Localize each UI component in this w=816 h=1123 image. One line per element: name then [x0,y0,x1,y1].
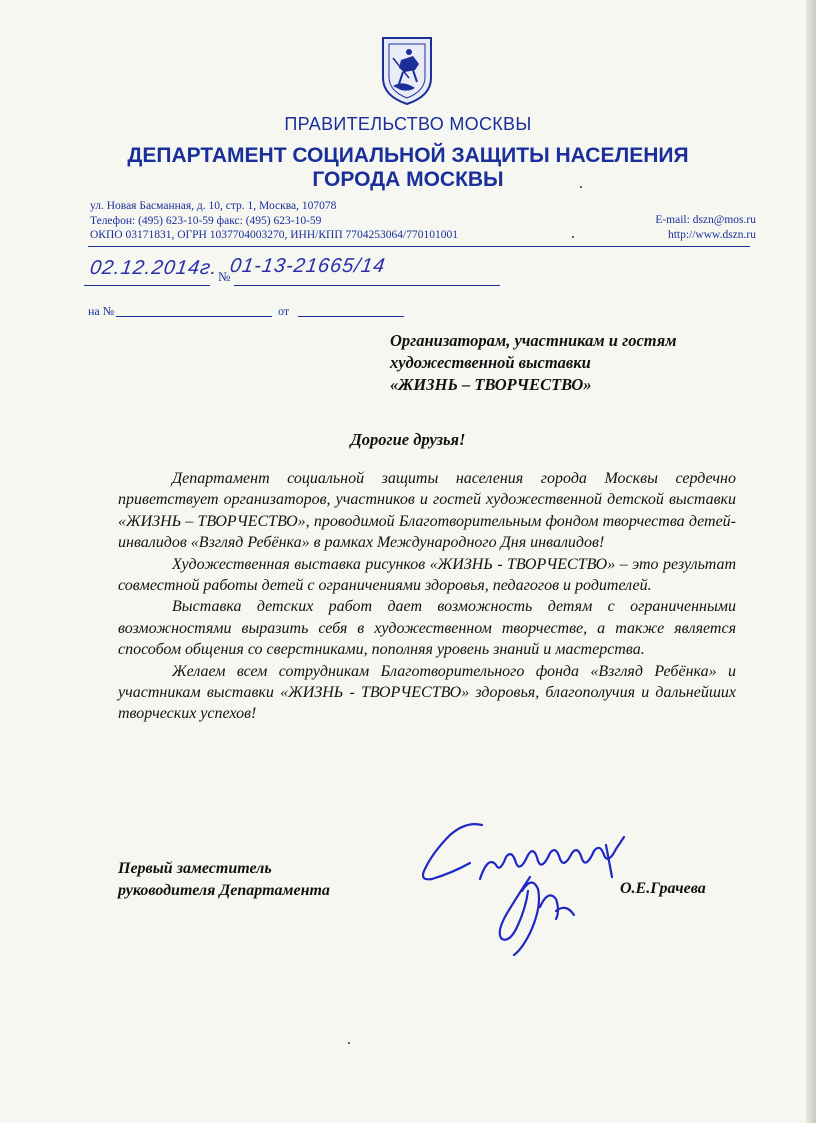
paragraph: Департамент социальной защиты населения города Москвы сердечно приветствует организаторов, участников и гостей художественной детской выставки «ЖИЗНЬ – ТВОРЧЕСТВО», проводимой Благотворительным фондом творчества детей-инвалидов «Взгляд Ребёнка» в рамках Международного Дня инвалидов! [118,470,736,552]
registry-text: ОКПО 03171831, ОГРН 1037704003270, ИНН/КПП 7704253064/770101001 [90,229,458,241]
on-number-blank [116,316,272,317]
addressee-block [390,330,677,396]
from-blank [298,316,404,317]
handwritten-signature [410,815,640,965]
department-title [0,144,816,192]
reference-line [88,304,408,318]
registration-line [84,251,504,287]
registration-number: 01-13-21665/14 [228,255,387,277]
addressee-line2: художественной выставки [390,353,591,372]
government-title: ПРАВИТЕЛЬСТВО МОСКВЫ [284,114,532,134]
letterhead-contacts-left [90,199,458,243]
on-number-label: на № [88,304,115,318]
signatory-title-line1: Первый заместитель [118,860,272,877]
signatory-title [118,858,330,902]
paragraph: Желаем всем сотрудникам Благотворительного фонда «Взгляд Ребёнка» и участникам выставки «ЖИЗНЬ - ТВОРЧЕСТВО» здоровья, благополучия и дальнейших творческих успехов! [118,662,736,723]
registration-date: 02.12.2014г. [88,257,220,279]
addressee-line1: Организаторам, участникам и гостям [390,331,677,350]
from-label: от [278,304,290,318]
department-title-line2: ГОРОДА МОСКВЫ [312,168,504,191]
phone-text: Телефон: (495) 623-10-59 факс: (495) 623-10-59 [90,214,322,227]
paragraph: Художественная выставка рисунков «ЖИЗНЬ - ТВОРЧЕСТВО» – это результат совместной работы детей с ограничениями здоровья, педагогов и родителей. [118,555,736,595]
signatory-title-line2: руководителя Департамента [118,882,330,899]
addressee-line3: «ЖИЗНЬ – ТВОРЧЕСТВО» [390,375,592,394]
letterhead-contacts-right [655,213,756,242]
date-underline [84,285,210,286]
letter-body [118,468,736,725]
scan-speck [580,186,582,188]
registration-number-label: № [218,269,231,284]
email-text: E-mail: dszn@mos.ru [655,214,756,226]
moscow-coat-of-arms-icon [379,34,435,106]
signatory-name: О.Е.Грачева [620,880,706,897]
number-underline [234,285,500,286]
letterhead-divider [88,246,750,247]
department-title-line1: ДЕПАРТАМЕНТ СОЦИАЛЬНОЙ ЗАЩИТЫ НАСЕЛЕНИЯ [127,144,689,167]
greeting: Дорогие друзья! [350,430,466,449]
address-text: ул. Новая Басманная, д. 10, стр. 1, Москва, 107078 [90,200,337,212]
website-text: http://www.dszn.ru [667,228,756,241]
scan-speck [348,1042,350,1044]
paragraph: Выставка детских работ дает возможность детям с ограниченными возможностями выразить себя в художественном творчестве, а также является способом общения со сверстниками, пополняя уровень знаний и мастерства. [118,598,736,659]
scan-speck [572,236,574,238]
